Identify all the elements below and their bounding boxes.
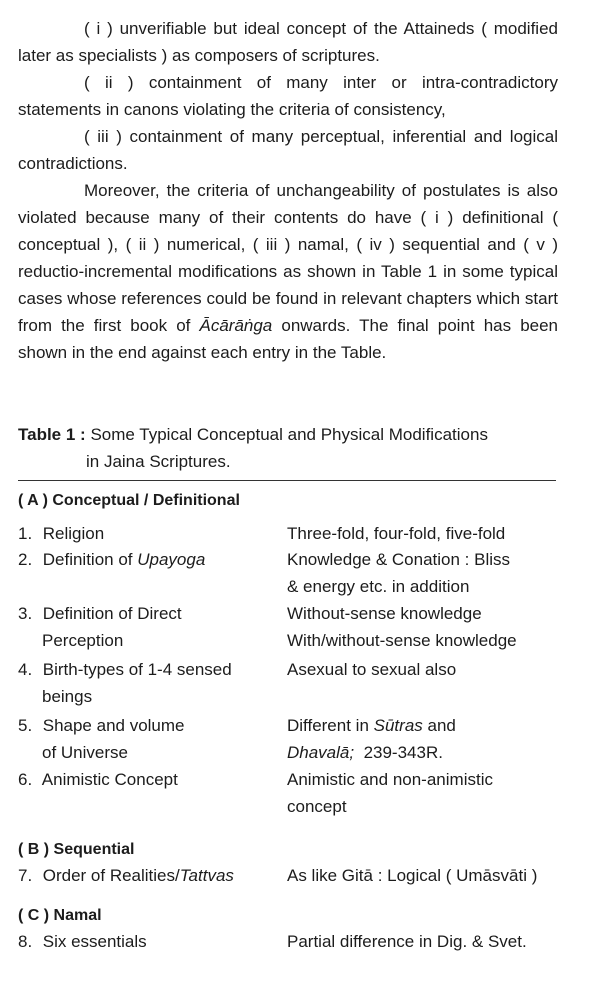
row-modification: Partial difference in Dig. & Svet. <box>287 932 527 951</box>
row-number: 7. <box>18 866 33 885</box>
row-modification-italic: Sūtras <box>373 716 423 735</box>
row-topic: Definition of <box>42 550 133 569</box>
paragraph-moreover <box>18 177 558 366</box>
row-modification: Knowledge & Conation : Bliss <box>287 550 511 569</box>
row-modification-post: and <box>427 716 456 735</box>
row-number: 1. <box>18 524 33 543</box>
row-modification: As like Gitā : Logical ( Umāsvāti ) <box>287 866 538 885</box>
row-modification: Asexual to sexual also <box>287 660 457 679</box>
row-modification: Without-sense knowledge <box>287 604 482 623</box>
row-topic: Religion <box>42 524 105 543</box>
table-caption-text-1: Some Typical Conceptual and Physical Modifications <box>90 425 488 444</box>
row-modification: Three-fold, four-fold, five-fold <box>287 524 506 543</box>
row-topic-italic: Tattvas <box>179 866 234 885</box>
paragraph-point-i: ( i ) unverifiable but ideal concept of the Attaineds ( modified later as specialists ) as composers of scriptures. <box>18 19 558 65</box>
row-modification: Different in <box>287 716 369 735</box>
row-number: 8. <box>18 932 33 951</box>
row-topic-italic: Upayoga <box>137 550 206 569</box>
table-top-rule <box>18 480 556 481</box>
row-topic: Order of Realities/ <box>42 866 180 885</box>
section-heading-sequential: ( B ) Sequential <box>18 841 135 858</box>
table-caption-text-2: in Jaina Scriptures. <box>86 452 231 471</box>
table-caption <box>18 421 578 475</box>
row-modification-italic-2: Dhavalā; <box>287 743 355 762</box>
row-topic-cont: beings <box>42 687 93 706</box>
row-modification-cont: With/without-sense knowledge <box>287 631 517 650</box>
row-number: 4. <box>18 660 33 679</box>
row-number: 2. <box>18 550 33 569</box>
row-modification-cont: concept <box>287 797 347 816</box>
paragraph-moreover-text: Moreover, the criteria of unchangeability of postulates is also violated because many of their contents do have ( i ) definitional ( conceptual ), ( ii ) numerical, ( iii ) namal, ( iv ) sequential and ( v ) reductio-incremental modifications as shown in Table 1 in some typical cases whose references could be found in relevant chapters which start from the first book of <box>18 181 558 335</box>
paragraph-point-iii: ( iii ) containment of many perceptual, inferential and logical contradictions. <box>18 127 558 173</box>
paragraph-moreover-end: onwards. The final point has been shown in the end against each entry in the Table. <box>18 316 559 362</box>
row-number: 6. <box>18 770 33 789</box>
row-number: 5. <box>18 716 33 735</box>
table-caption-label: Table 1 : <box>18 425 86 444</box>
row-topic-cont: Perception <box>42 631 124 650</box>
row-topic-cont: of Universe <box>42 743 128 762</box>
row-number: 3. <box>18 604 33 623</box>
section-heading-conceptual: ( A ) Conceptual / Definitional <box>18 492 240 509</box>
paragraph-point-ii: ( ii ) containment of many inter or intra-contradictory statements in canons violating the criteria of consistency, <box>18 73 558 119</box>
row-topic: Six essentials <box>42 932 147 951</box>
row-topic: Animistic Concept <box>41 770 178 789</box>
row-topic: Definition of Direct <box>42 604 182 623</box>
section-heading-namal: ( C ) Namal <box>18 907 102 924</box>
row-modification-cont: 239-343R. <box>363 743 443 762</box>
row-topic: Shape and volume <box>42 716 185 735</box>
book-title-acaranga: Ācārāṅga <box>199 316 273 335</box>
row-modification-cont: & energy etc. in addition <box>287 577 470 596</box>
row-modification: Animistic and non-animistic <box>287 770 493 789</box>
row-topic: Birth-types of 1-4 sensed <box>42 660 232 679</box>
